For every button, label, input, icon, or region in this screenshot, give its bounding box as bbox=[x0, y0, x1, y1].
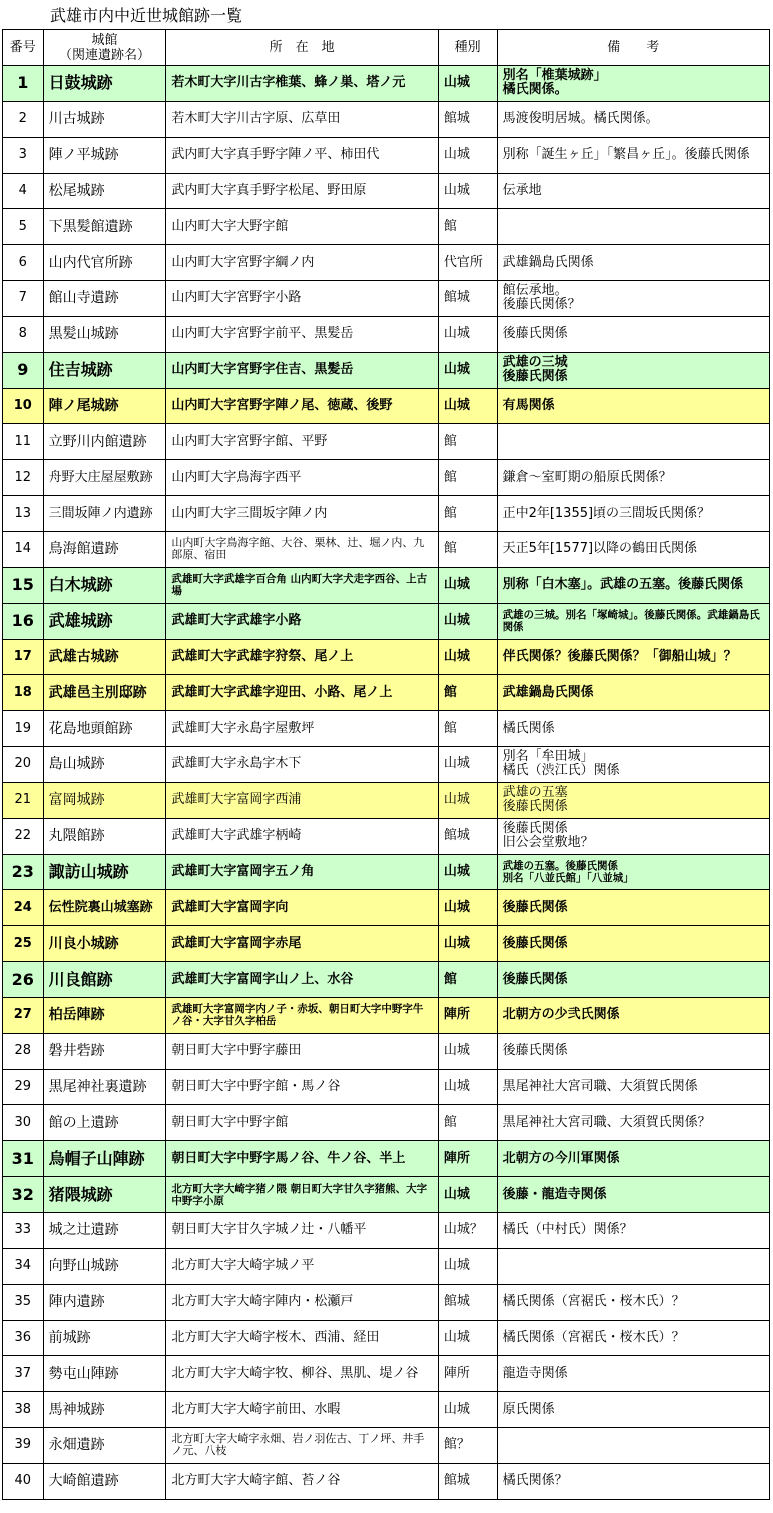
table-row bbox=[3, 245, 770, 281]
site-note bbox=[497, 997, 769, 1033]
site-note bbox=[497, 1141, 769, 1177]
table-row bbox=[3, 137, 770, 173]
site-location: 武雄町大字武雄字百合角 山内町大字犬走字西谷、上古場 bbox=[166, 567, 438, 603]
row-number: 10 bbox=[3, 388, 44, 424]
site-name: 三間坂陣ノ内遺跡 bbox=[43, 496, 166, 532]
site-name: 武雄古城跡 bbox=[43, 639, 166, 675]
site-name: 永畑遺跡 bbox=[43, 1428, 166, 1464]
site-location: 若木町大字川古字椎葉、蜂ノ巣、塔ノ元 bbox=[166, 66, 438, 102]
site-location: 北方町大字大崎字城ノ平 bbox=[166, 1248, 438, 1284]
site-note bbox=[497, 782, 769, 818]
site-type: 陣所 bbox=[438, 997, 497, 1033]
row-number: 14 bbox=[3, 531, 44, 567]
note-line: 後藤氏関係 bbox=[502, 935, 568, 951]
row-number: 20 bbox=[3, 747, 44, 783]
table-row bbox=[3, 926, 770, 962]
site-location: 武雄町大字武雄字迎田、小路、尾ノ上 bbox=[166, 675, 438, 711]
site-type: 山城 bbox=[438, 388, 497, 424]
site-note bbox=[497, 567, 769, 603]
site-note bbox=[497, 1428, 769, 1464]
header-type: 種別 bbox=[438, 30, 497, 66]
site-name: 黒尾神社裏遺跡 bbox=[43, 1069, 166, 1105]
site-location: 武内町大字真手野字陣ノ平、柿田代 bbox=[166, 137, 438, 173]
note-line: 武雄の三城 bbox=[502, 355, 568, 371]
row-number: 31 bbox=[3, 1141, 44, 1177]
site-location: 若木町大字川古字原、広草田 bbox=[166, 101, 438, 137]
site-name: 向野山城跡 bbox=[43, 1248, 166, 1284]
row-number: 38 bbox=[3, 1392, 44, 1428]
site-location: 武雄町大字武雄字狩祭、尾ノ上 bbox=[166, 639, 438, 675]
site-location: 武雄町大字武雄字小路 bbox=[166, 603, 438, 639]
site-name: 烏帽子山陣跡 bbox=[43, 1141, 166, 1177]
site-name: 館の上遺跡 bbox=[43, 1105, 166, 1141]
note-line: 後藤氏関係 bbox=[502, 821, 568, 837]
site-note bbox=[497, 101, 769, 137]
note-line: 後藤氏関係 bbox=[502, 369, 568, 385]
site-type: 山城 bbox=[438, 782, 497, 818]
site-name: 立野川内館遺跡 bbox=[43, 424, 166, 460]
header-name-line2: （関連遺跡名） bbox=[58, 47, 150, 63]
site-note bbox=[497, 1463, 769, 1499]
site-type: 館城 bbox=[438, 101, 497, 137]
table-row bbox=[3, 997, 770, 1033]
table-row bbox=[3, 1356, 770, 1392]
site-type: 館？ bbox=[438, 1428, 497, 1464]
site-type: 陣所 bbox=[438, 1356, 497, 1392]
table-row bbox=[3, 962, 770, 998]
row-number: 21 bbox=[3, 782, 44, 818]
row-number: 15 bbox=[3, 567, 44, 603]
castle-site-table bbox=[2, 29, 770, 1500]
site-name: 陣内遺跡 bbox=[43, 1284, 166, 1320]
site-type: 館 bbox=[438, 531, 497, 567]
site-note bbox=[497, 1069, 769, 1105]
table-row bbox=[3, 782, 770, 818]
note-line: 黒尾神社大宮司職、大須賀氏関係？ bbox=[502, 1114, 711, 1130]
table-row bbox=[3, 890, 770, 926]
site-note bbox=[497, 460, 769, 496]
site-name: 武雄邑主別邸跡 bbox=[43, 675, 166, 711]
row-number: 35 bbox=[3, 1284, 44, 1320]
site-name: 諏訪山城跡 bbox=[43, 854, 166, 890]
note-line: 橘氏（渋江氏）関係 bbox=[502, 763, 620, 779]
note-line: 別名「椎葉城跡」 bbox=[502, 68, 607, 84]
site-location: 武雄町大字富岡字五ノ角 bbox=[166, 854, 438, 890]
row-number: 29 bbox=[3, 1069, 44, 1105]
table-body bbox=[3, 66, 770, 1500]
table-row bbox=[3, 1033, 770, 1069]
row-number: 24 bbox=[3, 890, 44, 926]
site-note bbox=[497, 747, 769, 783]
site-location: 武雄町大字富岡字赤尾 bbox=[166, 926, 438, 962]
site-location: 山内町大字宮野字小路 bbox=[166, 281, 438, 317]
site-type: 山城 bbox=[438, 1033, 497, 1069]
table-row bbox=[3, 1213, 770, 1249]
row-number: 17 bbox=[3, 639, 44, 675]
row-number: 9 bbox=[3, 352, 44, 388]
site-note bbox=[497, 1320, 769, 1356]
row-number: 13 bbox=[3, 496, 44, 532]
site-location: 北方町大字大崎字陣内・松瀬戸 bbox=[166, 1284, 438, 1320]
note-line: 北朝方の少弐氏関係 bbox=[502, 1007, 620, 1023]
site-location: 北方町大字大崎字館、苔ノ谷 bbox=[166, 1463, 438, 1499]
page-title: 武雄市内中近世城館跡一覧 bbox=[50, 6, 243, 25]
row-number: 6 bbox=[3, 245, 44, 281]
row-number: 37 bbox=[3, 1356, 44, 1392]
note-line: 鎌倉～室町期の船原氏関係？ bbox=[502, 469, 672, 485]
table-row bbox=[3, 1177, 770, 1213]
row-number: 39 bbox=[3, 1428, 44, 1464]
table-row bbox=[3, 316, 770, 352]
table-row bbox=[3, 603, 770, 639]
site-type: 館 bbox=[438, 675, 497, 711]
site-note bbox=[497, 531, 769, 567]
table-row bbox=[3, 101, 770, 137]
site-note bbox=[497, 639, 769, 675]
note-line: 橘氏関係（宮裾氏・桜木氏）？ bbox=[502, 1294, 685, 1310]
row-number: 11 bbox=[3, 424, 44, 460]
site-location: 朝日町大字甘久字城ノ辻・八幡平 bbox=[166, 1213, 438, 1249]
note-line: 黒尾神社大宮司職、大須賀氏関係 bbox=[502, 1079, 698, 1095]
site-note bbox=[497, 675, 769, 711]
site-name: 丸隈館跡 bbox=[43, 818, 166, 854]
table-row bbox=[3, 747, 770, 783]
site-name: 川良館跡 bbox=[43, 962, 166, 998]
row-number: 27 bbox=[3, 997, 44, 1033]
site-name: 富岡城跡 bbox=[43, 782, 166, 818]
note-line: 正中2年[1355]頃の三間坂氏関係？ bbox=[502, 505, 711, 521]
site-type: 館 bbox=[438, 460, 497, 496]
row-number: 33 bbox=[3, 1213, 44, 1249]
row-number: 19 bbox=[3, 711, 44, 747]
table-row bbox=[3, 1141, 770, 1177]
header-name-line1: 城館 bbox=[91, 32, 118, 48]
note-line: 橘氏関係（宮裾氏・桜木氏）？ bbox=[502, 1329, 685, 1345]
site-location: 武雄町大字永島字木下 bbox=[166, 747, 438, 783]
note-line: 原氏関係 bbox=[502, 1401, 555, 1417]
site-name: 勢屯山陣跡 bbox=[43, 1356, 166, 1392]
row-number: 12 bbox=[3, 460, 44, 496]
site-type: 山城 bbox=[438, 137, 497, 173]
table-row bbox=[3, 281, 770, 317]
site-name: 大崎館遺跡 bbox=[43, 1463, 166, 1499]
site-name: 川良小城跡 bbox=[43, 926, 166, 962]
site-note bbox=[497, 173, 769, 209]
site-name: 白木城跡 bbox=[43, 567, 166, 603]
row-number: 18 bbox=[3, 675, 44, 711]
site-type: 山城 bbox=[438, 1069, 497, 1105]
site-location: 山内町大字三間坂字陣ノ内 bbox=[166, 496, 438, 532]
note-line: 後藤氏関係 bbox=[502, 971, 568, 987]
site-location: 武雄町大字富岡字内ノ子・赤坂、朝日町大字中野字牛ノ谷・大字甘久字柏岳 bbox=[166, 997, 438, 1033]
site-note bbox=[497, 352, 769, 388]
note-line: 別称「誕生ヶ丘」「繁昌ヶ丘」。後藤氏関係 bbox=[502, 147, 750, 163]
site-name: 山内代官所跡 bbox=[43, 245, 166, 281]
note-line: 後藤・龍造寺関係 bbox=[502, 1186, 607, 1202]
row-number: 40 bbox=[3, 1463, 44, 1499]
site-note bbox=[497, 926, 769, 962]
site-name: 住吉城跡 bbox=[43, 352, 166, 388]
site-type: 館 bbox=[438, 496, 497, 532]
site-location: 北方町大字大崎字桜木、西浦、経田 bbox=[166, 1320, 438, 1356]
site-location: 北方町大字大崎字牧、柳谷、黒肌、堤ノ谷 bbox=[166, 1356, 438, 1392]
site-location: 武雄町大字富岡字西浦 bbox=[166, 782, 438, 818]
site-location: 朝日町大字中野字館・馬ノ谷 bbox=[166, 1069, 438, 1105]
site-type: 館 bbox=[438, 1105, 497, 1141]
site-location: 山内町大字大野字館 bbox=[166, 209, 438, 245]
site-note bbox=[497, 496, 769, 532]
site-type: 山城 bbox=[438, 926, 497, 962]
site-note bbox=[497, 316, 769, 352]
site-location: 武内町大字真手野字松尾、野田原 bbox=[166, 173, 438, 209]
site-name: 陣ノ尾城跡 bbox=[43, 388, 166, 424]
row-number: 1 bbox=[3, 66, 44, 102]
table-row bbox=[3, 1105, 770, 1141]
site-note bbox=[497, 711, 769, 747]
note-line: 館伝承地。 bbox=[502, 283, 568, 299]
site-note bbox=[497, 137, 769, 173]
site-type: 山城 bbox=[438, 603, 497, 639]
table-row bbox=[3, 424, 770, 460]
table-row bbox=[3, 1284, 770, 1320]
site-location: 山内町大字鳥海字西平 bbox=[166, 460, 438, 496]
table-row bbox=[3, 567, 770, 603]
table-row bbox=[3, 639, 770, 675]
row-number: 16 bbox=[3, 603, 44, 639]
header-note: 備 考 bbox=[497, 30, 769, 66]
note-line: 後藤氏関係 bbox=[502, 326, 568, 342]
site-name: 舟野大庄屋屋敷跡 bbox=[43, 460, 166, 496]
note-line: 橘氏（中村氏）関係？ bbox=[502, 1222, 633, 1238]
site-name: 下黒髪館遺跡 bbox=[43, 209, 166, 245]
site-name: 武雄城跡 bbox=[43, 603, 166, 639]
site-note bbox=[497, 1356, 769, 1392]
site-location: 北方町大字大崎字前田、水暇 bbox=[166, 1392, 438, 1428]
site-type: 山城 bbox=[438, 66, 497, 102]
site-name: 馬神城跡 bbox=[43, 1392, 166, 1428]
site-location: 武雄町大字武雄字柄崎 bbox=[166, 818, 438, 854]
header-row bbox=[3, 30, 770, 66]
note-line: 龍造寺関係 bbox=[502, 1365, 568, 1381]
row-number: 36 bbox=[3, 1320, 44, 1356]
note-line: 天正5年[1577]以降の鶴田氏関係 bbox=[502, 541, 698, 557]
site-name: 猪隈城跡 bbox=[43, 1177, 166, 1213]
note-line: 旧公会堂敷地？ bbox=[502, 835, 594, 851]
row-number: 23 bbox=[3, 854, 44, 890]
site-note bbox=[497, 209, 769, 245]
site-note bbox=[497, 281, 769, 317]
site-type: 館 bbox=[438, 209, 497, 245]
site-note bbox=[497, 854, 769, 890]
site-name: 城之辻遺跡 bbox=[43, 1213, 166, 1249]
site-type: 館 bbox=[438, 711, 497, 747]
site-type: 山城 bbox=[438, 747, 497, 783]
site-name: 島山城跡 bbox=[43, 747, 166, 783]
row-number: 2 bbox=[3, 101, 44, 137]
site-name: 柏岳陣跡 bbox=[43, 997, 166, 1033]
table-row bbox=[3, 496, 770, 532]
row-number: 3 bbox=[3, 137, 44, 173]
site-type: 館 bbox=[438, 962, 497, 998]
table-row bbox=[3, 1069, 770, 1105]
row-number: 28 bbox=[3, 1033, 44, 1069]
site-name: 黒髪山城跡 bbox=[43, 316, 166, 352]
row-number: 4 bbox=[3, 173, 44, 209]
site-note bbox=[497, 1392, 769, 1428]
table-row bbox=[3, 675, 770, 711]
site-location: 朝日町大字中野字馬ノ谷、牛ノ谷、半上 bbox=[166, 1141, 438, 1177]
site-location: 朝日町大字中野字館 bbox=[166, 1105, 438, 1141]
site-note bbox=[497, 1284, 769, 1320]
site-note bbox=[497, 962, 769, 998]
site-location: 北方町大字大崎字猪ノ隈 朝日町大字甘久字猪熊、大字中野字小原 bbox=[166, 1177, 438, 1213]
table-row bbox=[3, 1428, 770, 1464]
site-location: 山内町大字宮野字前平、黒髪岳 bbox=[166, 316, 438, 352]
row-number: 32 bbox=[3, 1177, 44, 1213]
site-type: 山城 bbox=[438, 352, 497, 388]
site-note bbox=[497, 245, 769, 281]
row-number: 22 bbox=[3, 818, 44, 854]
row-number: 8 bbox=[3, 316, 44, 352]
note-line: 後藤氏関係？ bbox=[502, 297, 581, 313]
row-number: 34 bbox=[3, 1248, 44, 1284]
note-line: 橘氏関係 bbox=[502, 720, 555, 736]
site-type: 山城 bbox=[438, 316, 497, 352]
site-type: 山城 bbox=[438, 1177, 497, 1213]
site-type: 山城 bbox=[438, 854, 497, 890]
site-name: 日鼓城跡 bbox=[43, 66, 166, 102]
site-name: 松尾城跡 bbox=[43, 173, 166, 209]
site-note bbox=[497, 424, 769, 460]
site-name: 館山寺遺跡 bbox=[43, 281, 166, 317]
note-line: 馬渡俊明居城。橘氏関係。 bbox=[502, 111, 659, 127]
note-line: 別名「牟田城」 bbox=[502, 749, 594, 765]
site-type: 山城 bbox=[438, 1248, 497, 1284]
site-type: 山城 bbox=[438, 567, 497, 603]
site-type: 山城 bbox=[438, 1320, 497, 1356]
site-type: 山城 bbox=[438, 173, 497, 209]
note-line: 武雄の三城。別名「塚崎城」。後藤氏関係。武雄鍋島氏関係 bbox=[502, 609, 760, 634]
note-line: 後藤氏関係 bbox=[502, 799, 568, 815]
site-name: 磐井砦跡 bbox=[43, 1033, 166, 1069]
site-note bbox=[497, 890, 769, 926]
site-note bbox=[497, 818, 769, 854]
note-line: 武雄の五塞 bbox=[502, 785, 568, 801]
site-note bbox=[497, 1177, 769, 1213]
header-num: 番号 bbox=[3, 30, 44, 66]
site-location: 朝日町大字中野字藤田 bbox=[166, 1033, 438, 1069]
site-type: 山城 bbox=[438, 639, 497, 675]
site-type: 館城 bbox=[438, 1284, 497, 1320]
note-line: 橘氏関係？ bbox=[502, 1473, 568, 1489]
table-row bbox=[3, 1392, 770, 1428]
table-row bbox=[3, 711, 770, 747]
note-line: 伴氏関係？後藤氏関係？「御船山城」？ bbox=[502, 648, 737, 664]
site-note bbox=[497, 388, 769, 424]
site-location: 武雄町大字富岡字山ノ上、水谷 bbox=[166, 962, 438, 998]
site-location: 山内町大字宮野字陣ノ尾、徳蔵、後野 bbox=[166, 388, 438, 424]
site-name: 川古城跡 bbox=[43, 101, 166, 137]
site-name: 前城跡 bbox=[43, 1320, 166, 1356]
note-line: 武雄鍋島氏関係 bbox=[502, 684, 594, 700]
table-row bbox=[3, 388, 770, 424]
site-location: 山内町大字宮野字綱ノ内 bbox=[166, 245, 438, 281]
site-type: 山城 bbox=[438, 890, 497, 926]
row-number: 30 bbox=[3, 1105, 44, 1141]
table-row bbox=[3, 531, 770, 567]
site-name: 鳥海館遺跡 bbox=[43, 531, 166, 567]
note-line: 武雄鍋島氏関係 bbox=[502, 254, 594, 270]
site-note bbox=[497, 1033, 769, 1069]
site-type: 館城 bbox=[438, 281, 497, 317]
site-note bbox=[497, 66, 769, 102]
row-number: 25 bbox=[3, 926, 44, 962]
note-line: 後藤氏関係 bbox=[502, 1043, 568, 1059]
site-name: 伝性院裏山城塞跡 bbox=[43, 890, 166, 926]
site-type: 館 bbox=[438, 424, 497, 460]
table-row bbox=[3, 66, 770, 102]
site-location: 北方町大字大崎字永畑、岩ノ羽佐古、丁ノ坪、井手ノ元、八枝 bbox=[166, 1428, 438, 1464]
site-name: 花島地頭館跡 bbox=[43, 711, 166, 747]
site-location: 山内町大字宮野字住吉、黒髪岳 bbox=[166, 352, 438, 388]
site-location: 武雄町大字富岡字向 bbox=[166, 890, 438, 926]
site-note bbox=[497, 1213, 769, 1249]
site-type: 館城 bbox=[438, 818, 497, 854]
site-type: 陣所 bbox=[438, 1141, 497, 1177]
site-location: 山内町大字鳥海字館、大谷、栗林、辻、堀ノ内、九郎原、宿田 bbox=[166, 531, 438, 567]
site-note bbox=[497, 603, 769, 639]
table-row bbox=[3, 1320, 770, 1356]
note-line: 伝承地 bbox=[502, 182, 542, 198]
note-line: 武雄の五塞。後藤氏関係 bbox=[502, 859, 619, 872]
site-type: 山城 bbox=[438, 1392, 497, 1428]
note-line: 北朝方の今川軍関係 bbox=[502, 1150, 620, 1166]
site-location: 武雄町大字永島字屋敷坪 bbox=[166, 711, 438, 747]
site-note bbox=[497, 1248, 769, 1284]
site-type: 館城 bbox=[438, 1463, 497, 1499]
row-number: 7 bbox=[3, 281, 44, 317]
table-row bbox=[3, 209, 770, 245]
row-number: 5 bbox=[3, 209, 44, 245]
note-line: 後藤氏関係 bbox=[502, 899, 568, 915]
header-name bbox=[43, 30, 166, 66]
header-location: 所 在 地 bbox=[166, 30, 438, 66]
note-line: 別称「白木塞」。武雄の五塞。後藤氏関係 bbox=[502, 577, 744, 593]
site-type: 山城？ bbox=[438, 1213, 497, 1249]
table-row bbox=[3, 854, 770, 890]
table-row bbox=[3, 173, 770, 209]
table-row bbox=[3, 1463, 770, 1499]
row-number: 26 bbox=[3, 962, 44, 998]
note-line: 別名「八並氏館」「八並城」 bbox=[502, 871, 634, 884]
table-row bbox=[3, 1248, 770, 1284]
note-line: 橘氏関係。 bbox=[502, 82, 568, 98]
site-name: 陣ノ平城跡 bbox=[43, 137, 166, 173]
site-location: 山内町大字宮野字館、平野 bbox=[166, 424, 438, 460]
site-note bbox=[497, 1105, 769, 1141]
note-line: 有馬関係 bbox=[502, 398, 555, 414]
table-row bbox=[3, 818, 770, 854]
site-type: 代官所 bbox=[438, 245, 497, 281]
table-row bbox=[3, 460, 770, 496]
table-row bbox=[3, 352, 770, 388]
